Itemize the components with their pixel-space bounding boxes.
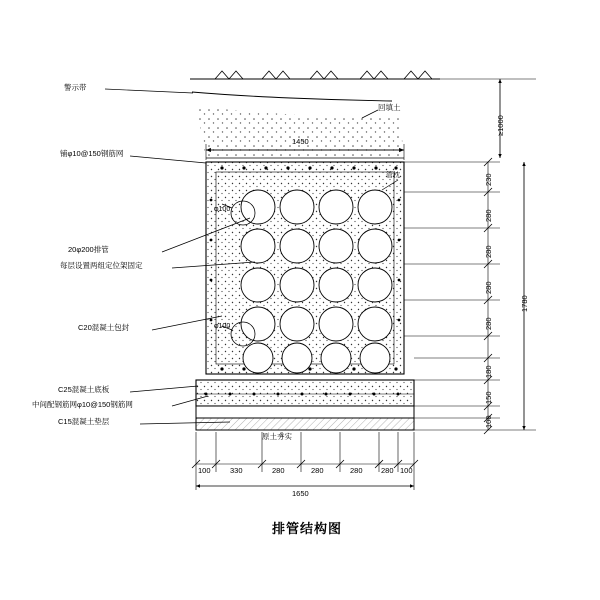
dimension-right-total: 1780 — [520, 295, 529, 312]
dimension-top-width: 1450 — [292, 137, 309, 146]
label-pipe-diameter-bottom: φ100 — [214, 323, 231, 330]
dimension-right-1: 230 — [484, 173, 493, 186]
dimension-bottom-7: 100 — [400, 466, 413, 475]
dimension-right-7: 150 — [484, 391, 493, 404]
dimension-right-5: 280 — [484, 317, 493, 330]
dimension-right-chain — [404, 79, 536, 434]
dimension-bottom-1: 100 — [198, 466, 211, 475]
dimension-right-6: 180 — [484, 365, 493, 378]
dimension-bottom-5: 280 — [350, 466, 363, 475]
dimension-depth-note: ≥1000 — [496, 115, 505, 136]
label-middle-rebar-mesh: 中间配钢筋网φ10@150钢筋网 — [32, 400, 133, 409]
label-plain-soil: 原土夯实 — [262, 432, 292, 441]
dimension-right-8: 100 — [484, 415, 493, 428]
base-slab — [196, 380, 414, 406]
drawing-title: 排管结构图 — [272, 521, 343, 536]
label-c20-encasement: C20混凝土包封 — [78, 323, 130, 332]
label-c25-base-slab: C25混凝土底板 — [58, 385, 110, 394]
cushion-layer — [196, 406, 414, 430]
dimension-right-3: 280 — [484, 245, 493, 258]
dimension-right-4: 280 — [484, 281, 493, 294]
dimension-bottom-3: 280 — [272, 466, 285, 475]
label-warning-tape: 警示带 — [64, 83, 87, 92]
label-rebar-mesh: 铺φ10@150钢筋网 — [60, 149, 124, 158]
dimension-bottom-total: 1650 — [292, 489, 309, 498]
label-backfill: 回填土 — [378, 103, 401, 112]
label-pipes-note: 每层设置两组定位架固定 — [60, 261, 143, 270]
dimension-bottom-2: 330 — [230, 466, 243, 475]
label-c15-cushion: C15混凝土垫层 — [58, 417, 110, 426]
label-pipe-support: 管枕 — [386, 172, 400, 179]
label-pipes: 20φ200排管 — [68, 245, 109, 254]
dimension-bottom-6: 280 — [381, 466, 394, 475]
ground-surface — [190, 71, 440, 101]
dimension-bottom-4: 280 — [311, 466, 324, 475]
dimension-bottom-chain — [192, 432, 418, 490]
dimension-right-2: 280 — [484, 209, 493, 222]
label-pipe-diameter-top: φ100 — [214, 206, 231, 213]
